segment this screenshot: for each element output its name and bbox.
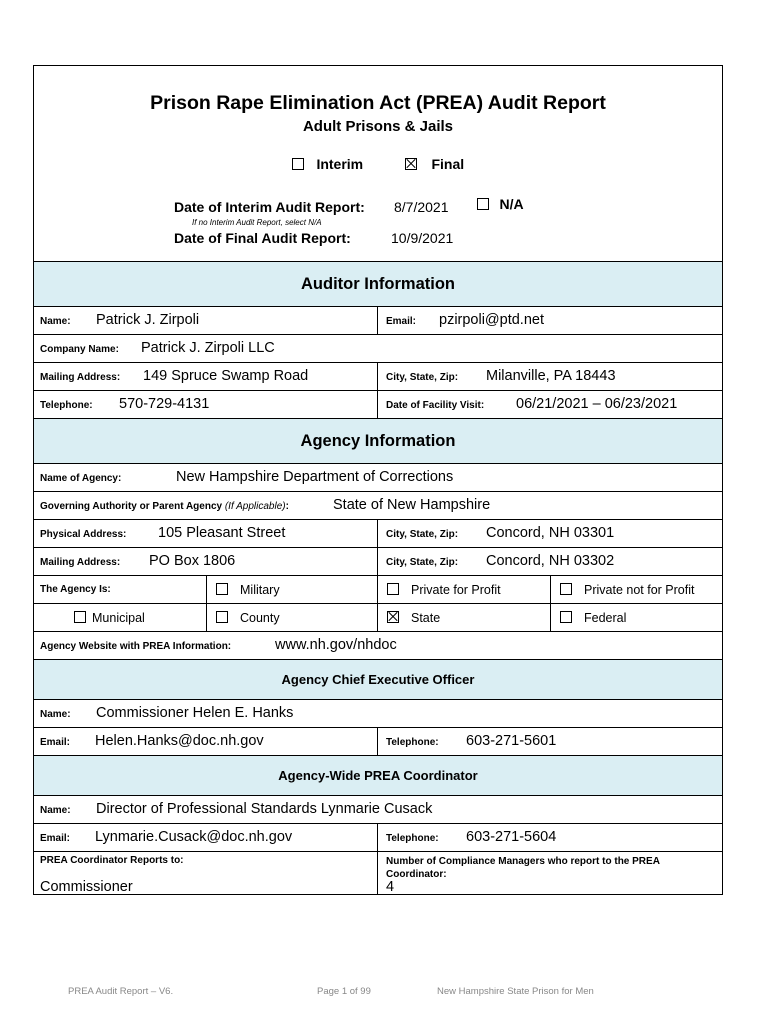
option-private-nonprofit[interactable]: [560, 583, 694, 597]
coordinator-name-label: Name:: [40, 805, 71, 816]
ceo-name-label: Name:: [40, 709, 71, 720]
auditor-phone-row: [34, 390, 722, 418]
ceo-name-value: Commissioner Helen E. Hanks: [96, 705, 294, 721]
governing-value: State of New Hampshire: [333, 497, 491, 513]
private-profit-label: Private for Profit: [411, 583, 501, 597]
agency-governing-row: [34, 491, 722, 519]
report-title: Prison Rape Elimination Act (PREA) Audit Report: [150, 92, 606, 114]
governing-note: (If Applicable): [224, 501, 286, 512]
managers-label: Number of Compliance Managers who report to the PREA Coordinator:: [386, 856, 660, 880]
auditor-company-row: [34, 334, 722, 362]
reports-to-label: PREA Coordinator Reports to:: [40, 855, 184, 866]
physical-csz-value: Concord, NH 03301: [486, 525, 615, 541]
audit-report-form: [33, 65, 723, 895]
ceo-name-row: [34, 699, 722, 727]
private-profit-checkbox[interactable]: [387, 583, 399, 595]
interim-checkbox[interactable]: [292, 158, 304, 170]
interim-date-value: 8/7/2021: [394, 199, 449, 215]
physical-csz-label: City, State, Zip:: [386, 529, 459, 540]
agency-is-label: The Agency Is:: [40, 584, 111, 595]
website-label: Agency Website with PREA Information:: [40, 641, 232, 652]
option-military[interactable]: [216, 583, 280, 597]
auditor-mailing-value: 149 Spruce Swamp Road: [143, 368, 309, 384]
na-option[interactable]: [477, 196, 524, 214]
agency-type-row-2: [34, 603, 722, 631]
auditor-email-value: pzirpoli@ptd.net: [439, 312, 544, 328]
ceo-phone-label: Telephone:: [386, 737, 439, 748]
auditor-name-row: [34, 306, 722, 334]
governing-label-text: Governing Authority or Parent Agency: [40, 501, 223, 512]
website-value[interactable]: www.nh.gov/nhdoc: [275, 637, 397, 653]
auditor-name-label: Name:: [40, 316, 71, 327]
agency-section-header: Agency Information: [34, 418, 722, 463]
physical-address-label: Physical Address:: [40, 529, 127, 540]
agency-mailing-label: Mailing Address:: [40, 557, 121, 568]
auditor-csz-value: Milanville, PA 18443: [486, 368, 616, 384]
na-note: If no Interim Audit Report, select N/A: [192, 218, 322, 227]
agency-mailing-csz-value: Concord, NH 03302: [486, 553, 615, 569]
agency-name-row: [34, 463, 722, 491]
coordinator-phone-label: Telephone:: [386, 833, 439, 844]
auditor-csz-label: City, State, Zip:: [386, 372, 459, 383]
ceo-contact-row: [34, 727, 722, 755]
auditor-phone-value: 570-729-4131: [119, 396, 210, 412]
coordinator-reports-row: [34, 851, 722, 895]
footer-facility: New Hampshire State Prison for Men: [437, 986, 594, 997]
auditor-name-value: Patrick J. Zirpoli: [96, 312, 200, 328]
footer-version: PREA Audit Report – V6.: [68, 986, 174, 997]
governing-label: Governing Authority or Parent Agency (If Applicable):: [40, 501, 289, 512]
coordinator-email-label: Email:: [40, 833, 71, 844]
agency-mailing-row: [34, 547, 722, 575]
option-state[interactable]: [387, 611, 440, 625]
federal-label: Federal: [584, 611, 627, 625]
option-private-profit[interactable]: [387, 583, 501, 597]
auditor-email-label: Email:: [386, 316, 417, 327]
company-value: Patrick J. Zirpoli LLC: [141, 340, 275, 356]
interim-date-label: Date of Interim Audit Report:: [174, 199, 365, 215]
county-checkbox[interactable]: [216, 611, 228, 623]
military-label: Military: [240, 583, 280, 597]
ceo-email-label: Email:: [40, 737, 71, 748]
agency-mailing-csz-label: City, State, Zip:: [386, 557, 459, 568]
private-nonprofit-label: Private not for Profit: [584, 583, 695, 597]
visit-date-label: Date of Facility Visit:: [386, 400, 485, 411]
state-label: State: [411, 611, 441, 625]
agency-mailing-value: PO Box 1806: [149, 553, 236, 569]
reports-to-value: Commissioner: [40, 879, 133, 895]
agency-type-row-1: [34, 575, 722, 603]
footer-page-number: Page 1 of 99: [317, 986, 371, 997]
report-header: [34, 66, 722, 261]
physical-address-value: 105 Pleasant Street: [158, 525, 286, 541]
military-checkbox[interactable]: [216, 583, 228, 595]
coordinator-contact-row: [34, 823, 722, 851]
federal-checkbox[interactable]: [560, 611, 572, 623]
option-county[interactable]: [216, 611, 280, 625]
final-option[interactable]: [405, 156, 464, 174]
county-label: County: [240, 611, 280, 625]
municipal-label: Municipal: [92, 611, 145, 625]
auditor-address-row: [34, 362, 722, 390]
na-checkbox[interactable]: [477, 198, 489, 210]
ceo-section-header: Agency Chief Executive Officer: [34, 659, 722, 699]
municipal-checkbox[interactable]: [74, 611, 86, 623]
option-municipal[interactable]: [74, 611, 145, 625]
interim-option[interactable]: [292, 156, 363, 174]
auditor-mailing-label: Mailing Address:: [40, 372, 121, 383]
final-date-label: Date of Final Audit Report:: [174, 230, 351, 246]
coordinator-name-row: [34, 795, 722, 823]
auditor-section-header: Auditor Information: [34, 261, 722, 306]
agency-physical-row: [34, 519, 722, 547]
final-date-value: 10/9/2021: [391, 230, 454, 246]
state-checkbox[interactable]: [387, 611, 399, 623]
agency-name-value: New Hampshire Department of Corrections: [176, 469, 454, 485]
report-subtitle: Adult Prisons & Jails: [302, 118, 454, 135]
private-nonprofit-checkbox[interactable]: [560, 583, 572, 595]
coordinator-phone-value: 603-271-5604: [466, 829, 557, 845]
final-label: Final: [431, 156, 465, 172]
ceo-phone-value: 603-271-5601: [466, 733, 557, 749]
auditor-phone-label: Telephone:: [40, 400, 93, 411]
final-checkbox[interactable]: [405, 158, 417, 170]
option-federal[interactable]: [560, 611, 626, 625]
coordinator-section-header: Agency-Wide PREA Coordinator: [34, 755, 722, 795]
coordinator-name-value: Director of Professional Standards Lynmarie Cusack: [96, 801, 433, 817]
managers-value: 4: [386, 879, 395, 895]
na-label: N/A: [499, 196, 524, 212]
interim-label: Interim: [316, 156, 364, 172]
company-label: Company Name:: [40, 344, 119, 355]
agency-name-label: Name of Agency:: [40, 473, 122, 484]
coordinator-email-value: Lynmarie.Cusack@doc.nh.gov: [95, 829, 293, 845]
visit-date-value: 06/21/2021 – 06/23/2021: [516, 396, 678, 412]
agency-website-row: [34, 631, 722, 659]
ceo-email-value: Helen.Hanks@doc.nh.gov: [95, 733, 264, 749]
